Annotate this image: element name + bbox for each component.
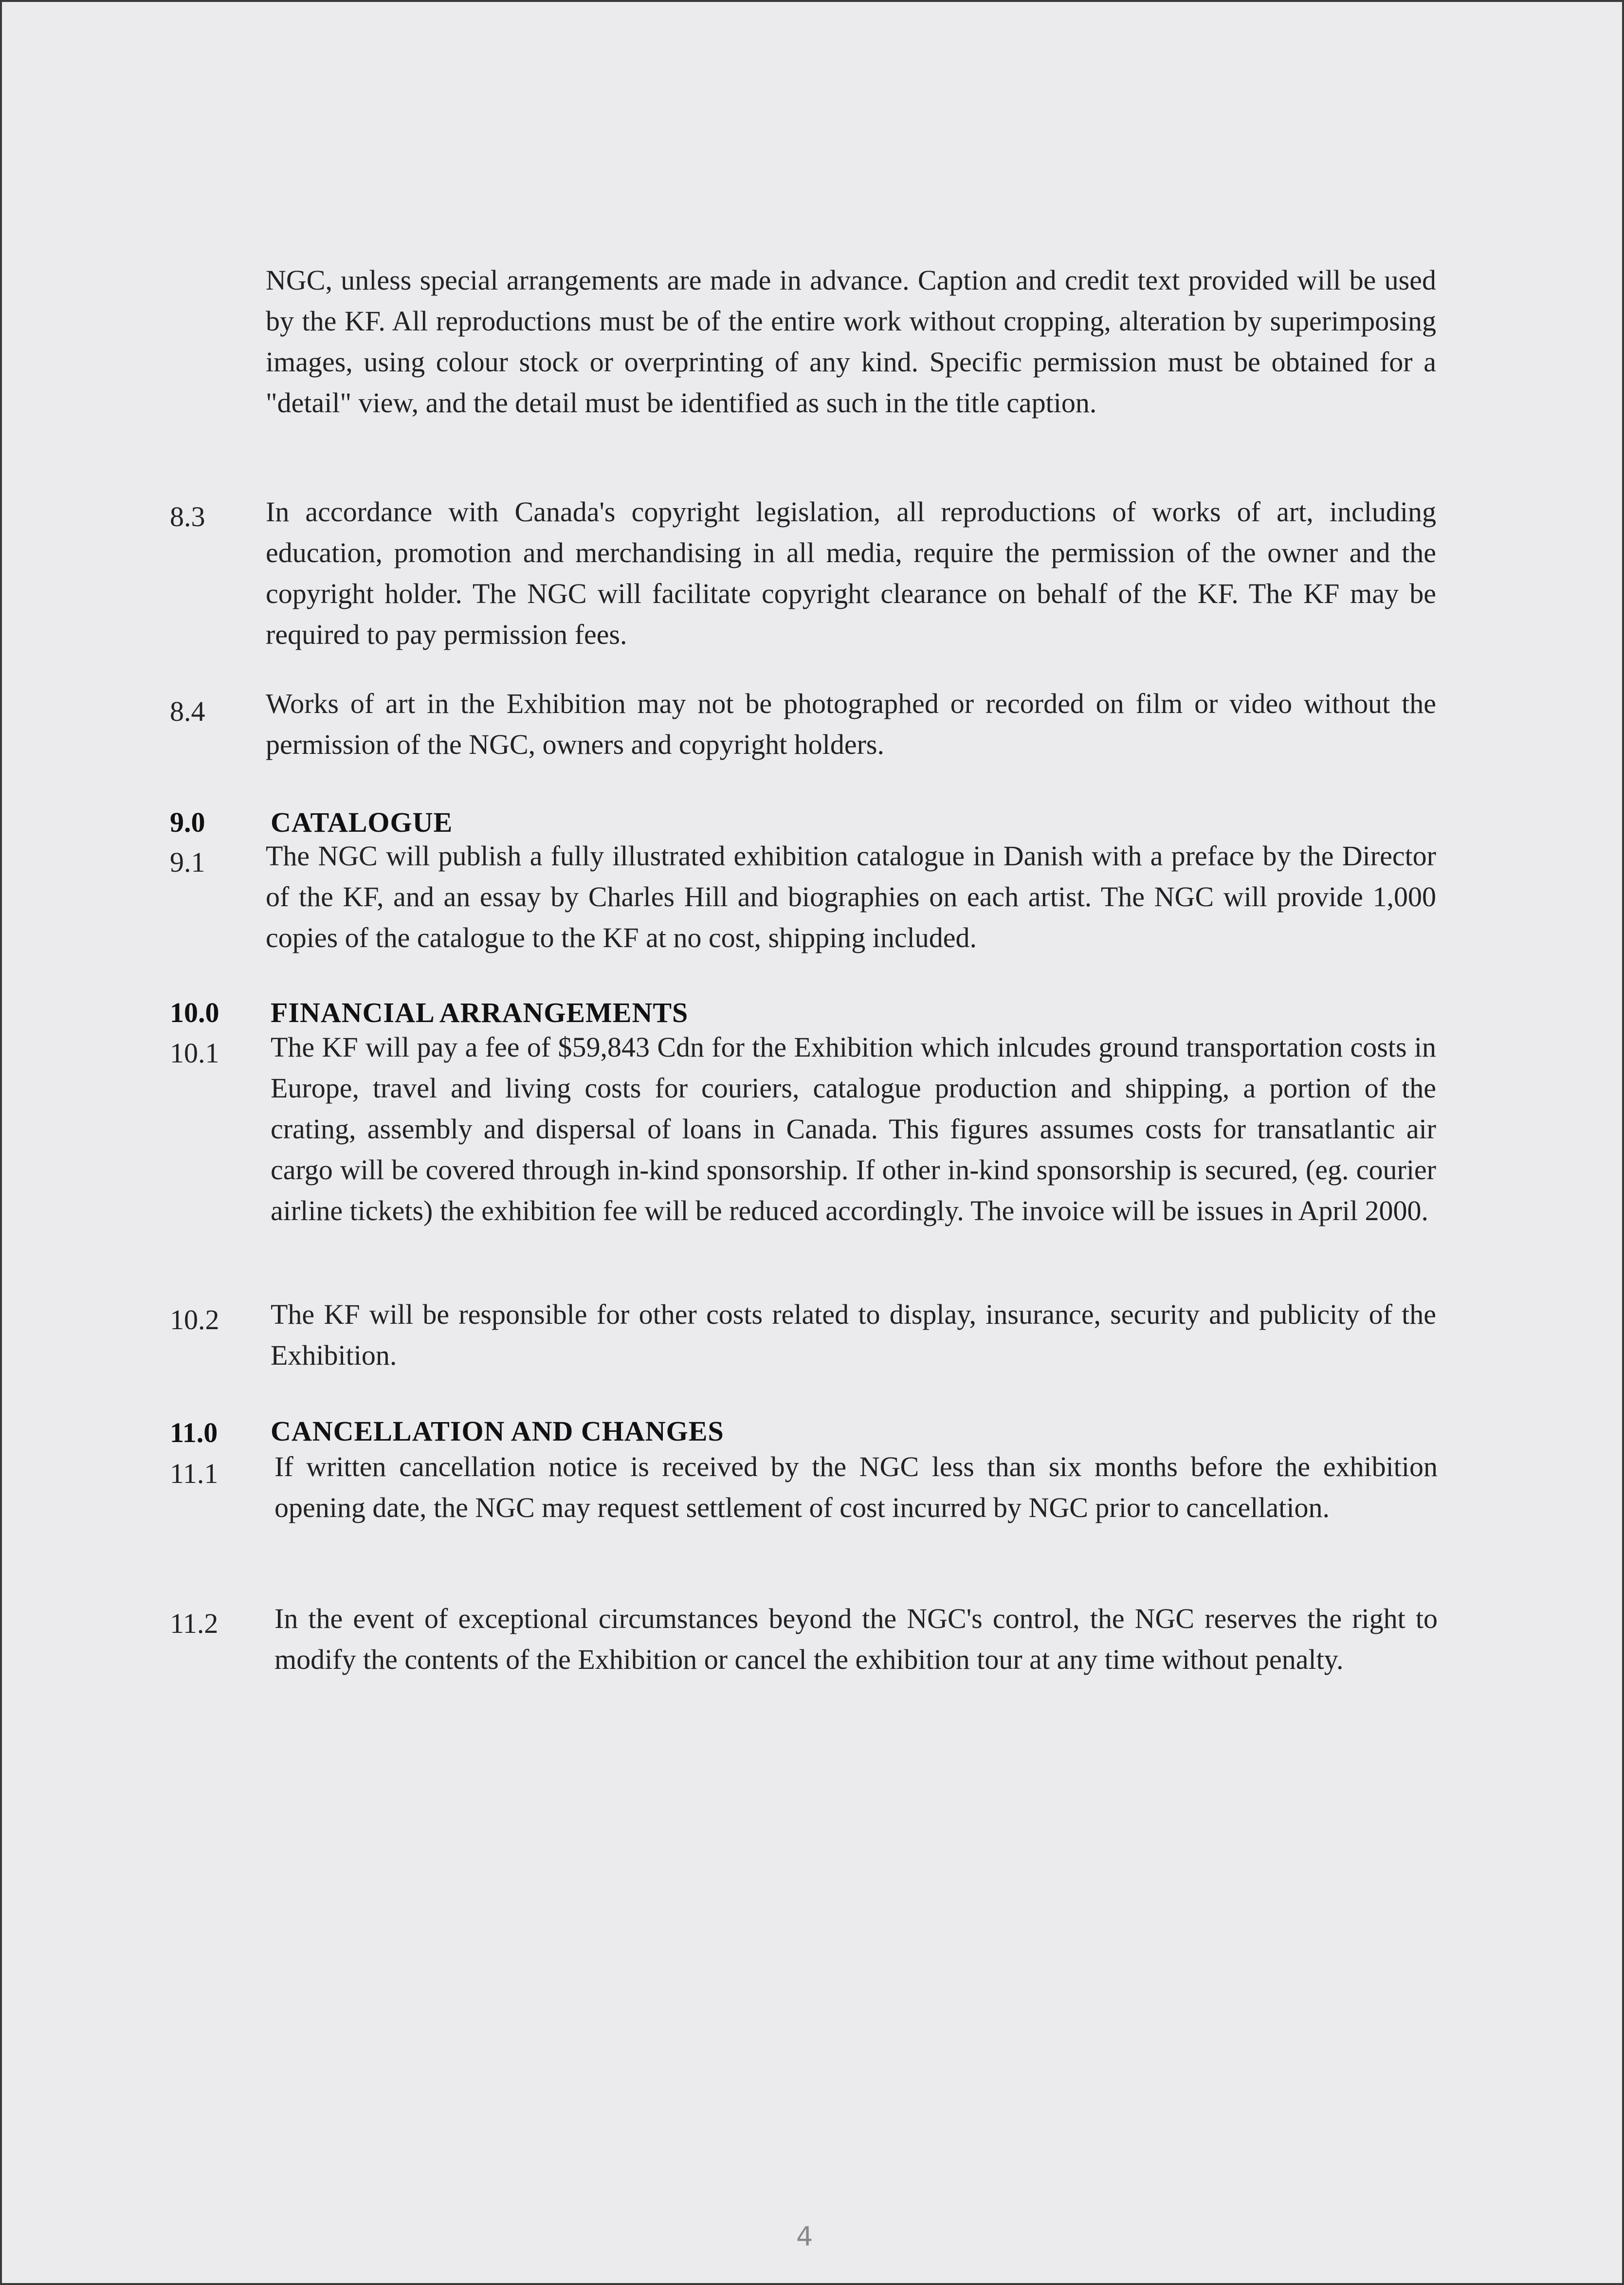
- clause-number-10-2: 10.2: [170, 1304, 219, 1335]
- section-number-10: 10.0: [170, 997, 219, 1028]
- section-heading-catalogue: CATALOGUE: [271, 806, 453, 838]
- section-heading-financial: FINANCIAL ARRANGEMENTS: [271, 997, 689, 1028]
- section-number-11: 11.0: [170, 1417, 218, 1448]
- clause-text-10-2: The KF will be responsible for other costs related to display, insurance, security and publicity of the Exhibition.: [271, 1298, 1436, 1371]
- clause-text-11-2: In the event of exceptional circumstances beyond the NGC's control, the NGC reserves the right to modify the contents of the Exhibition or cancel the exhibition tour at any time without penalty.: [274, 1603, 1438, 1675]
- clause-number-10-1: 10.1: [170, 1037, 219, 1069]
- clause-text-8-3: In accordance with Canada's copyright legislation, all reproductions of works of art, including education, promotion and merchandising in all media, require the permission of the owner and the copyright holder. The NGC will facilitate copyright clearance on behalf of the KF. The KF may be required to pay permission fees.: [266, 496, 1436, 650]
- section-number-9: 9.0: [170, 806, 205, 838]
- clause-text-9-1: The NGC will publish a fully illustrated exhibition catalogue in Danish with a preface by the Director of the KF, and an essay by Charles Hill and biographies on each artist. The NGC will provide 1,000 copies of the catalogue to the KF at no cost, shipping included.: [266, 840, 1436, 953]
- clause-number-11-1: 11.1: [170, 1458, 219, 1489]
- clause-number-9-1: 9.1: [170, 846, 205, 878]
- page-number: 4: [796, 2221, 814, 2252]
- clause-number-8-4: 8.4: [170, 695, 205, 727]
- clause-text-10-1: The KF will pay a fee of $59,843 Cdn for the Exhibition which inlcudes ground transportation costs in Europe, travel and living costs for couriers, catalogue production and shipping, a portion of the crating, assembly and dispersal of loans in Canada. This figures assumes costs for transatlantic air cargo will be covered through in-kind sponsorship. If other in-kind sponsorship is secured, (eg. courier airline tickets) the exhibition fee will be reduced accordingly. The invoice will be issues in April 2000.: [271, 1031, 1436, 1226]
- clause-text-8-4: Works of art in the Exhibition may not be photographed or recorded on film or video without the permission of the NGC, owners and copyright holders.: [266, 688, 1436, 760]
- clause-number-11-2: 11.2: [170, 1608, 219, 1639]
- clause-text-11-1: If written cancellation notice is received by the NGC less than six months before the exhibition opening date, the NGC may request settlement of cost incurred by NGC prior to cancellation.: [274, 1451, 1438, 1523]
- clause-number-8-3: 8.3: [170, 501, 205, 532]
- continuation-paragraph: NGC, unless special arrangements are made in advance. Caption and credit text provided will be used by the KF. All reproductions must be of the entire work without cropping, alteration by superimposing images, using colour stock or overprinting of any kind. Specific permission must be obtained for a "detail" view, and the detail must be identified as such in the title caption.: [266, 264, 1436, 419]
- section-heading-cancellation: CANCELLATION AND CHANGES: [271, 1415, 724, 1447]
